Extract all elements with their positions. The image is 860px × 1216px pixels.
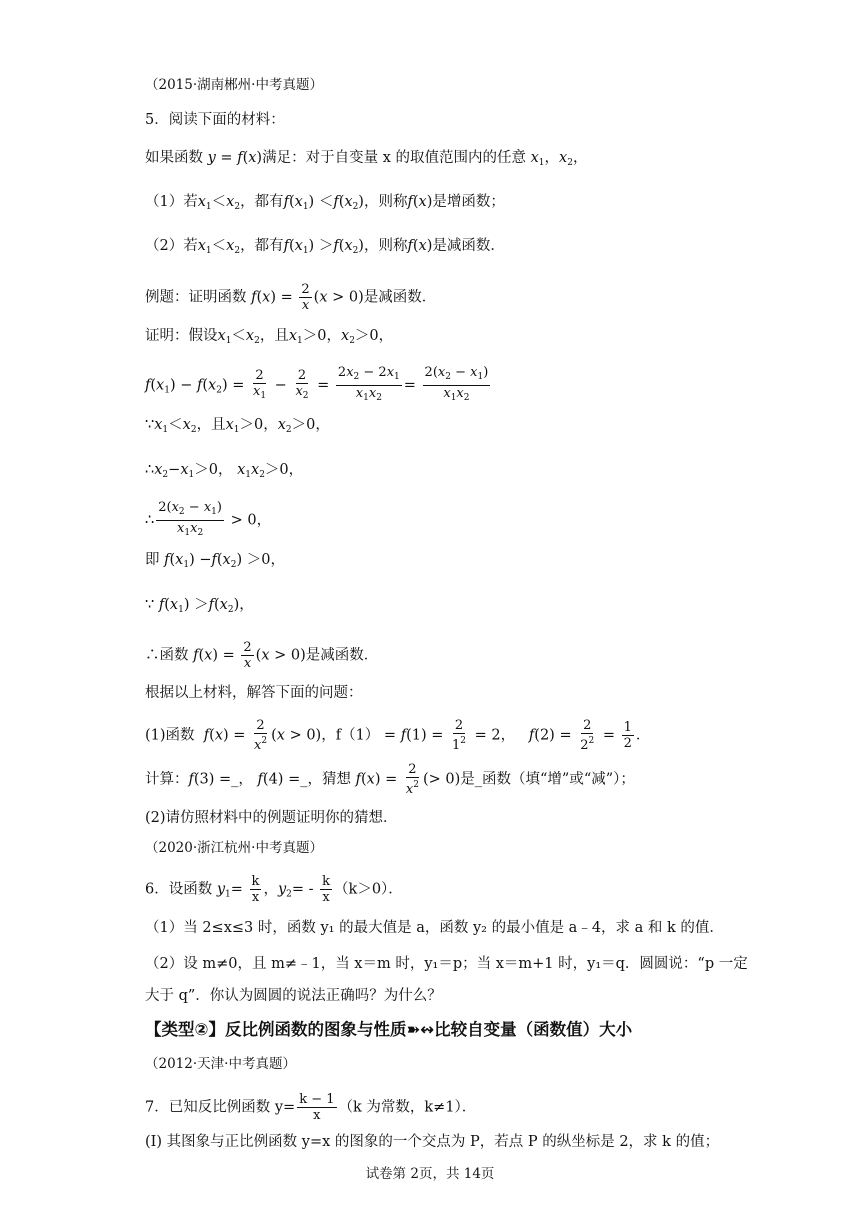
definition-line: 如果函数 y = f(x)满足：对于自变量 x 的取值范围内的任意 $x_1$，$x_2$， — [145, 150, 588, 168]
question-6-title: 6．设函数 $y_1=$ $\frac{k}{x}$ ，$y_2=$ - $\frac{k}{x}$ （k＞0）． — [145, 874, 403, 905]
proof-since: $\because x_1<x_2$，且$x_1>0$，$x_2>0$， — [145, 417, 330, 435]
proof-conclusion: ∴函数 f(x) = $\frac{2}{x}$ (x > 0)是减函数． — [145, 640, 379, 671]
part-1-function: (1)函数 f(x) = $\frac{2}{x^2}$ (x > 0)，f（1） = f(1) = $\frac{2}{1^2}$ = 2， f(2) = $\frac{2}{2^2}$ = $\frac{1}{2}$ ． — [145, 718, 651, 753]
question-7-part-1: (Ⅰ) 其图象与正比例函数 y=x 的图象的一个交点为 P，若点 P 的纵坐标是 2，求 k 的值； — [145, 1134, 720, 1150]
proof-step-1: $\therefore x_2-x_1>0$， $x_1x_2>0$， — [145, 462, 304, 480]
part-1-calc: 计算：f(3) =_， f(4) =_，猜想 f(x) = $\frac{2}{x^2}$ (> 0)是_函数（填“增”或“减”）； — [145, 762, 635, 797]
condition-2: （2）若$x_1<x_2$，都有$f(x_1) >f(x_2)$，则称f(x)是减函数． — [145, 238, 505, 256]
question-6-part-2: （2）设 m≠0，且 m≠﹣1，当 x＝m 时，y₁＝p；当 x＝m+1 时，y₁＝q．圆圆说：“p 一定 — [145, 956, 748, 972]
question-5-title: 5．阅读下面的材料： — [145, 112, 285, 128]
section-heading: 【类型②】反比例函数的图象与性质➽↭比较自变量（函数值）大小 — [145, 1020, 633, 1039]
question-7-title: 7．已知反比例函数 y= $\frac{k - 1}{x}$ （k 为常数，k≠1）． — [145, 1092, 477, 1123]
condition-1: （1）若$x_1<x_2$，都有$f(x_1) <f(x_2)$，则称f(x)是增函数； — [145, 194, 505, 212]
proof-step-3: 即 $f(x_1) -f(x_2) >0$， — [145, 552, 285, 570]
part-2: (2)请仿照材料中的例题证明你的猜想． — [145, 810, 398, 826]
source-citation: （2015·湖南郴州·中考真题） — [145, 77, 323, 93]
proof-step-4: ∵ $f(x_1) >f(x_2)$， — [145, 597, 254, 615]
source-citation: （2012·天津·中考真题） — [145, 1056, 296, 1072]
proof-assumption: 证明：假设$x_1<x_2$，且$x_1>0$，$x_2>0$， — [145, 328, 394, 346]
prompt-line: 根据以上材料，解答下面的问题： — [145, 685, 363, 701]
proof-step-2: ∴ $\frac{2(x_2 - x_1)}{x_1x_2}$ > 0， — [145, 500, 272, 538]
question-6-part-1: （1）当 2≤x≤3 时，函数 y₁ 的最大值是 a，函数 y₂ 的最小值是 a﹣4，求 a 和 k 的值． — [145, 920, 724, 936]
source-citation: （2020·浙江杭州·中考真题） — [145, 840, 323, 856]
question-6-part-2-cont: 大于 q”．你认为圆圆的说法正确吗？为什么？ — [145, 988, 442, 1004]
example-line: 例题：证明函数 f(x) = $\frac{2}{x}$ (x > 0)是减函数． — [145, 282, 437, 313]
proof-difference: $f(x_1) - f(x_2)$ = $\frac{2}{x_1}$ − $\frac{2}{x_2}$ = $\frac{2x_2 - 2x_1}{x_1x_2}$ = $\frac{2(x_2 - x_1)}{x_1x_2}$ — [145, 365, 489, 403]
page-footer: 试卷第 2页，共 14页 — [365, 1166, 495, 1182]
